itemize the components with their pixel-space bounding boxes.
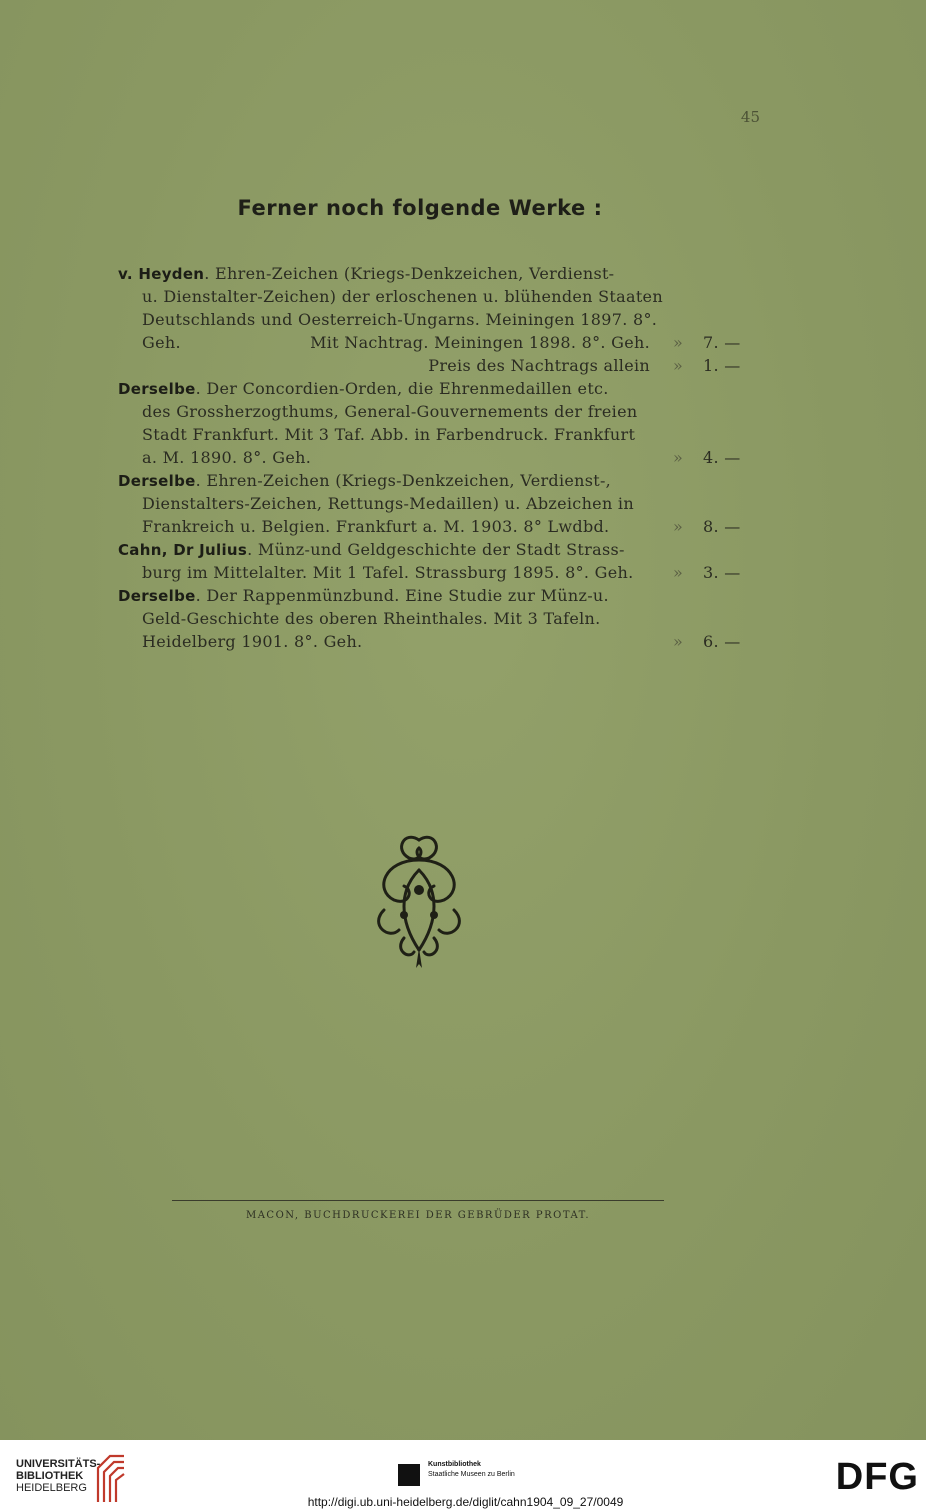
page-heading: Ferner noch folgende Werke : bbox=[237, 196, 603, 220]
ub-line-1: UNIVERSITÄTS- bbox=[16, 1458, 101, 1470]
entry-text: Deutschlands und Oesterreich-Ungarns. Meiningen 1897. 8°. bbox=[142, 310, 658, 329]
entry-line bbox=[118, 515, 758, 538]
entry-text: . Ehren-Zeichen (Kriegs-Denkzeichen, Verdienst- bbox=[204, 264, 615, 283]
entry-text: a. M. 1890. 8°. Geh. bbox=[142, 448, 312, 467]
ditto-mark: » bbox=[673, 563, 684, 582]
entry-line bbox=[118, 561, 758, 584]
entry-line bbox=[118, 584, 758, 607]
entry-line bbox=[118, 538, 758, 561]
entry-text: Heidelberg 1901. 8°. Geh. bbox=[142, 632, 363, 651]
entry-line bbox=[118, 262, 758, 285]
entry-text: Frankreich u. Belgien. Frankfurt a. M. 1903. 8° Lwdbd. bbox=[142, 517, 610, 536]
entry-text: burg im Mittelalter. Mit 1 Tafel. Strassburg 1895. 8°. Geh. bbox=[142, 563, 634, 582]
entry-line bbox=[118, 285, 758, 308]
entry-price: 8. — bbox=[703, 517, 741, 536]
ditto-mark: » bbox=[673, 356, 684, 375]
entry-text: Geh. bbox=[142, 333, 181, 352]
entry-line bbox=[118, 400, 758, 423]
kunstbibliothek-logo-icon bbox=[398, 1464, 420, 1486]
entry-line bbox=[118, 492, 758, 515]
entry-right-text: Mit Nachtrag. Meiningen 1898. 8°. Geh. bbox=[310, 333, 650, 352]
entry-text: u. Dienstalter-Zeichen) der erloschenen u. blühenden Staaten bbox=[142, 287, 663, 306]
bibliography-entry bbox=[118, 377, 758, 469]
kb-line-1: Kunstbibliothek bbox=[428, 1461, 481, 1468]
entry-line bbox=[118, 607, 758, 630]
ub-heidelberg-logo[interactable] bbox=[16, 1458, 100, 1494]
entry-text: Stadt Frankfurt. Mit 3 Taf. Abb. in Farbendruck. Frankfurt bbox=[142, 425, 636, 444]
bibliography-entry bbox=[118, 538, 758, 584]
entry-price: 7. — bbox=[703, 333, 741, 352]
ditto-mark: » bbox=[673, 333, 684, 352]
entry-price: 3. — bbox=[703, 563, 741, 582]
entry-line bbox=[118, 630, 758, 653]
entry-author: Derselbe bbox=[118, 380, 196, 398]
entry-text: des Grossherzogthums, General-Gouvernements der freien bbox=[142, 402, 638, 421]
entry-author: Cahn, Dr Julius bbox=[118, 541, 248, 559]
entry-line bbox=[118, 423, 758, 446]
printer-imprint: MACON, BUCHDRUCKEREI DER GEBRÜDER PROTAT. bbox=[245, 1210, 591, 1221]
entry-line bbox=[118, 354, 758, 377]
entry-price: 1. — bbox=[703, 356, 741, 375]
page-number: 45 bbox=[740, 108, 760, 126]
entry-price: 6. — bbox=[703, 632, 741, 651]
digitization-footer bbox=[0, 1440, 931, 1511]
ub-line-3: HEIDELBERG bbox=[16, 1482, 87, 1494]
bibliography-entry bbox=[118, 262, 758, 377]
source-url[interactable]: http://digi.ub.uni-heidelberg.de/diglit/cahn1904_09_27/0049 bbox=[307, 1495, 624, 1509]
entry-author: Derselbe bbox=[118, 472, 196, 490]
bibliography-entry bbox=[118, 584, 758, 653]
entry-text: . Münz-und Geldgeschichte der Stadt Strass- bbox=[247, 540, 625, 559]
entry-price: 4. — bbox=[703, 448, 741, 467]
entry-author: v. Heyden bbox=[118, 265, 205, 283]
kunstbibliothek-logo[interactable] bbox=[398, 1456, 548, 1496]
entry-text: . Ehren-Zeichen (Kriegs-Denkzeichen, Verdienst-, bbox=[195, 471, 612, 490]
footer-rule bbox=[172, 1200, 664, 1201]
entry-line bbox=[118, 331, 758, 354]
bibliography-list bbox=[118, 262, 758, 653]
entry-text: . Der Rappenmünzbund. Eine Studie zur Münz-u. bbox=[195, 586, 609, 605]
bibliography-entry bbox=[118, 469, 758, 538]
entry-line bbox=[118, 377, 758, 400]
entry-line bbox=[118, 469, 758, 492]
dfg-logo[interactable]: DFG bbox=[835, 1456, 919, 1498]
ub-line-2: BIBLIOTHEK bbox=[16, 1470, 84, 1482]
kb-line-2: Staatliche Museen zu Berlin bbox=[428, 1471, 515, 1478]
kunstbibliothek-text bbox=[428, 1460, 515, 1480]
floral-vignette-icon bbox=[364, 830, 474, 970]
entry-text: . Der Concordien-Orden, die Ehrenmedaillen etc. bbox=[195, 379, 609, 398]
ditto-mark: » bbox=[673, 632, 684, 651]
entry-author: Derselbe bbox=[118, 587, 196, 605]
ditto-mark: » bbox=[673, 448, 684, 467]
entry-text: Geld-Geschichte des oberen Rheinthales. Mit 3 Tafeln. bbox=[142, 609, 601, 628]
entry-right-text: Preis des Nachtrags allein bbox=[428, 356, 650, 375]
ditto-mark: » bbox=[673, 517, 684, 536]
entry-line bbox=[118, 446, 758, 469]
entry-text: Dienstalters-Zeichen, Rettungs-Medaillen) u. Abzeichen in bbox=[142, 494, 634, 513]
entry-line bbox=[118, 308, 758, 331]
